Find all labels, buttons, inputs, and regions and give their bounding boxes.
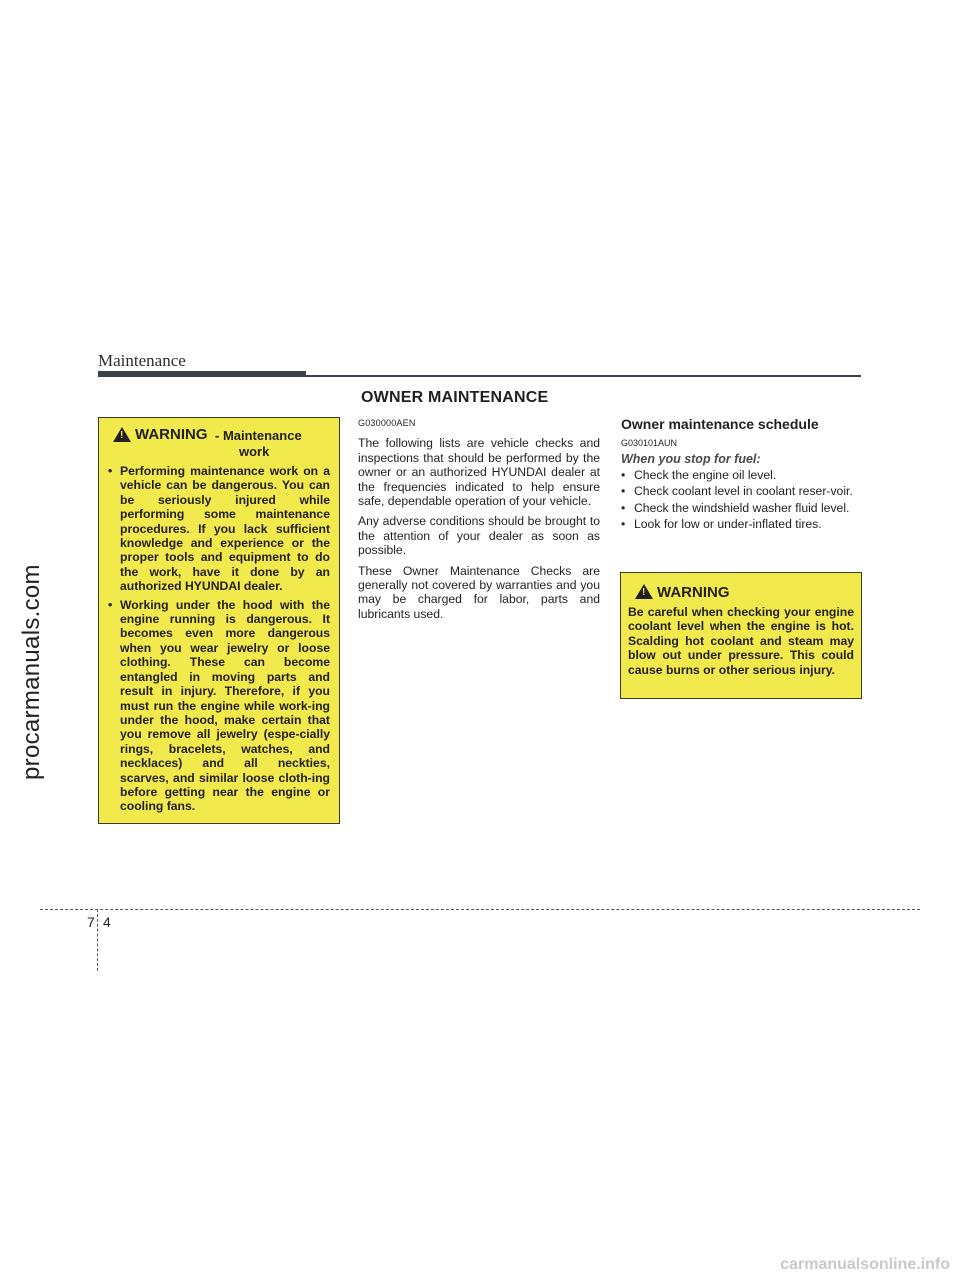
list-item: • Check coolant level in coolant reser-voir. [621,484,861,498]
warning-item: • Working under the hood with the engine running is dangerous. It becomes even more dangerous when you wear jewelry or loose clothing. These can become entangled in moving parts and result in injury. Therefore, if you must run the engine while work-ing under the hood, make certain that you remove all jewelry (espe-cially rings, bracelets, watches, and necklaces) and all neckties, scarves, and similar loose cloth-ing before getting near the engine or cooling fans. [108,598,330,814]
footer-rule [40,909,920,910]
watermark-vertical: procarmanuals.com [18,564,45,780]
watermark-bottom: carmanualsonline.info [780,1256,950,1273]
paragraph: The following lists are vehicle checks and inspections that should be performed by the owner or an authorized HYUNDAI dealer at the frequencies indicated to help ensure safe, dependable operation of your vehicle. [358,436,600,509]
section-header-label: Maintenance [98,351,186,370]
page-number: 4 [103,914,111,930]
fuel-checklist [621,468,861,534]
subsection-title: Owner maintenance schedule [621,416,819,432]
chapter-number: 7 [87,914,95,930]
section-title: OWNER MAINTENANCE [361,389,549,406]
warning-subtitle-cont: work [239,444,270,459]
warning-title: WARNING [657,584,730,601]
warning-box-maintenance: ! WARNING - Maintenance work • Performing maintenance work on a vehicle can be dangerous. You can be seriously injured while performing some maintenance procedures. If you lack sufficient knowledge and experience or the proper tools and equipment to do the work, have it done by an authorized HYUNDAI dealer. • Working under the hood with the engine running is dangerous. It becomes even more dangerous when you wear jewelry or loose clothing. These can become entangled in moving parts and result in injury. Therefore, if you must run the engine while work-ing under the hood, make certain that you remove all jewelry (espe-cially rings, bracelets, watches, and necklaces) and all neckties, scarves, and similar loose cloth-ing before getting near the engine or cooling fans. [98,417,340,824]
footer-divider [97,909,98,971]
warning-item: • Performing maintenance work on a vehicle can be dangerous. You can be seriously injured while performing some maintenance procedures. If you lack sufficient knowledge and experience or the proper tools and equipment to do the work, have it done by an authorized HYUNDAI dealer. [108,464,330,594]
warning-title: WARNING [135,426,208,443]
warning-list [108,464,330,818]
doc-code: G030000AEN [358,418,416,428]
header-rule [306,375,861,377]
middle-column [358,416,600,627]
header-bar [98,371,306,377]
paragraph: These Owner Maintenance Checks are generally not covered by warranties and you may be charged for labor, parts and lubricants used. [358,563,600,621]
warning-text: Be careful when checking your engine coolant level when the engine is hot. Scalding hot coolant and steam may blow out under pressure. This could cause burns or other serious injury. [628,605,854,677]
list-item: • Look for low or under-inflated tires. [621,517,861,531]
doc-code: G030101AUN [621,438,678,448]
warning-subtitle: - Maintenance [215,428,302,443]
list-item: • Check the engine oil level. [621,468,861,482]
paragraph: Any adverse conditions should be brought to the attention of your dealer as soon as possible. [358,514,600,558]
fuel-heading: When you stop for fuel: [621,452,761,466]
list-item: • Check the windshield washer fluid level. [621,501,861,515]
warning-box-coolant: ! WARNING Be careful when checking your engine coolant level when the engine is hot. Scalding hot coolant and steam may blow out under pressure. This could cause burns or other serious injury. [620,572,862,699]
